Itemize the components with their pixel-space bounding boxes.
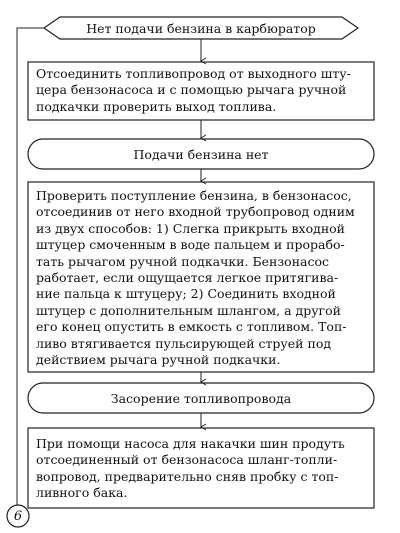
- result2-text: Засорение топливопровода: [110, 390, 292, 406]
- step3-line: вопровод, предварительно сняв пробку с топ-: [36, 468, 339, 484]
- step1-text: [30, 66, 372, 115]
- connector-label: 6: [13, 508, 23, 524]
- step2-line: штуцер с дополнительным шлангом, а другой: [36, 302, 341, 318]
- step1-line: цера бензонасоса и с помощью рычага ручной: [36, 82, 347, 98]
- step2-line: ливо втягивается пульсирующей струей под: [36, 335, 332, 351]
- start-terminal-text: Нет подачи бензина в карбюратор: [86, 20, 316, 36]
- step3-line: отсоединенный от бензонасоса шланг-топли-: [36, 452, 338, 468]
- step2-line: штуцер смоченным в воде пальцем и прорабо-: [36, 237, 345, 253]
- step2-text: [30, 188, 372, 368]
- step2-line: из двух способов: 1) Слегка прикрыть входной: [36, 220, 346, 236]
- step2-line: его конец опустить в емкость с топливом. Топ-: [36, 319, 347, 335]
- step2-line: Проверить поступление бензина, в бензонасос,: [36, 188, 352, 203]
- step1-line: Отсоединить топливопровод от выходного шту-: [36, 66, 351, 81]
- step3-line: При помощи насоса для накачки шин продуть: [36, 436, 345, 451]
- result1-text: Подачи бензина нет: [133, 146, 269, 162]
- step2-line: действием рычага ручной подкачки.: [36, 352, 281, 368]
- step3-line: ливного бака.: [36, 485, 128, 501]
- step2-line: работает, если ощущается легкое притягива-: [36, 270, 339, 286]
- step2-line: отсоединив от него входной трубопровод одним: [36, 204, 355, 220]
- step1-line: подкачки проверить выход топлива.: [36, 98, 277, 114]
- step2-line: тать рычагом ручной подкачки. Бензонасос: [36, 253, 330, 269]
- step3-text: [30, 436, 372, 502]
- step2-line: ние пальца к штуцеру; 2) Соединить входной: [36, 286, 336, 302]
